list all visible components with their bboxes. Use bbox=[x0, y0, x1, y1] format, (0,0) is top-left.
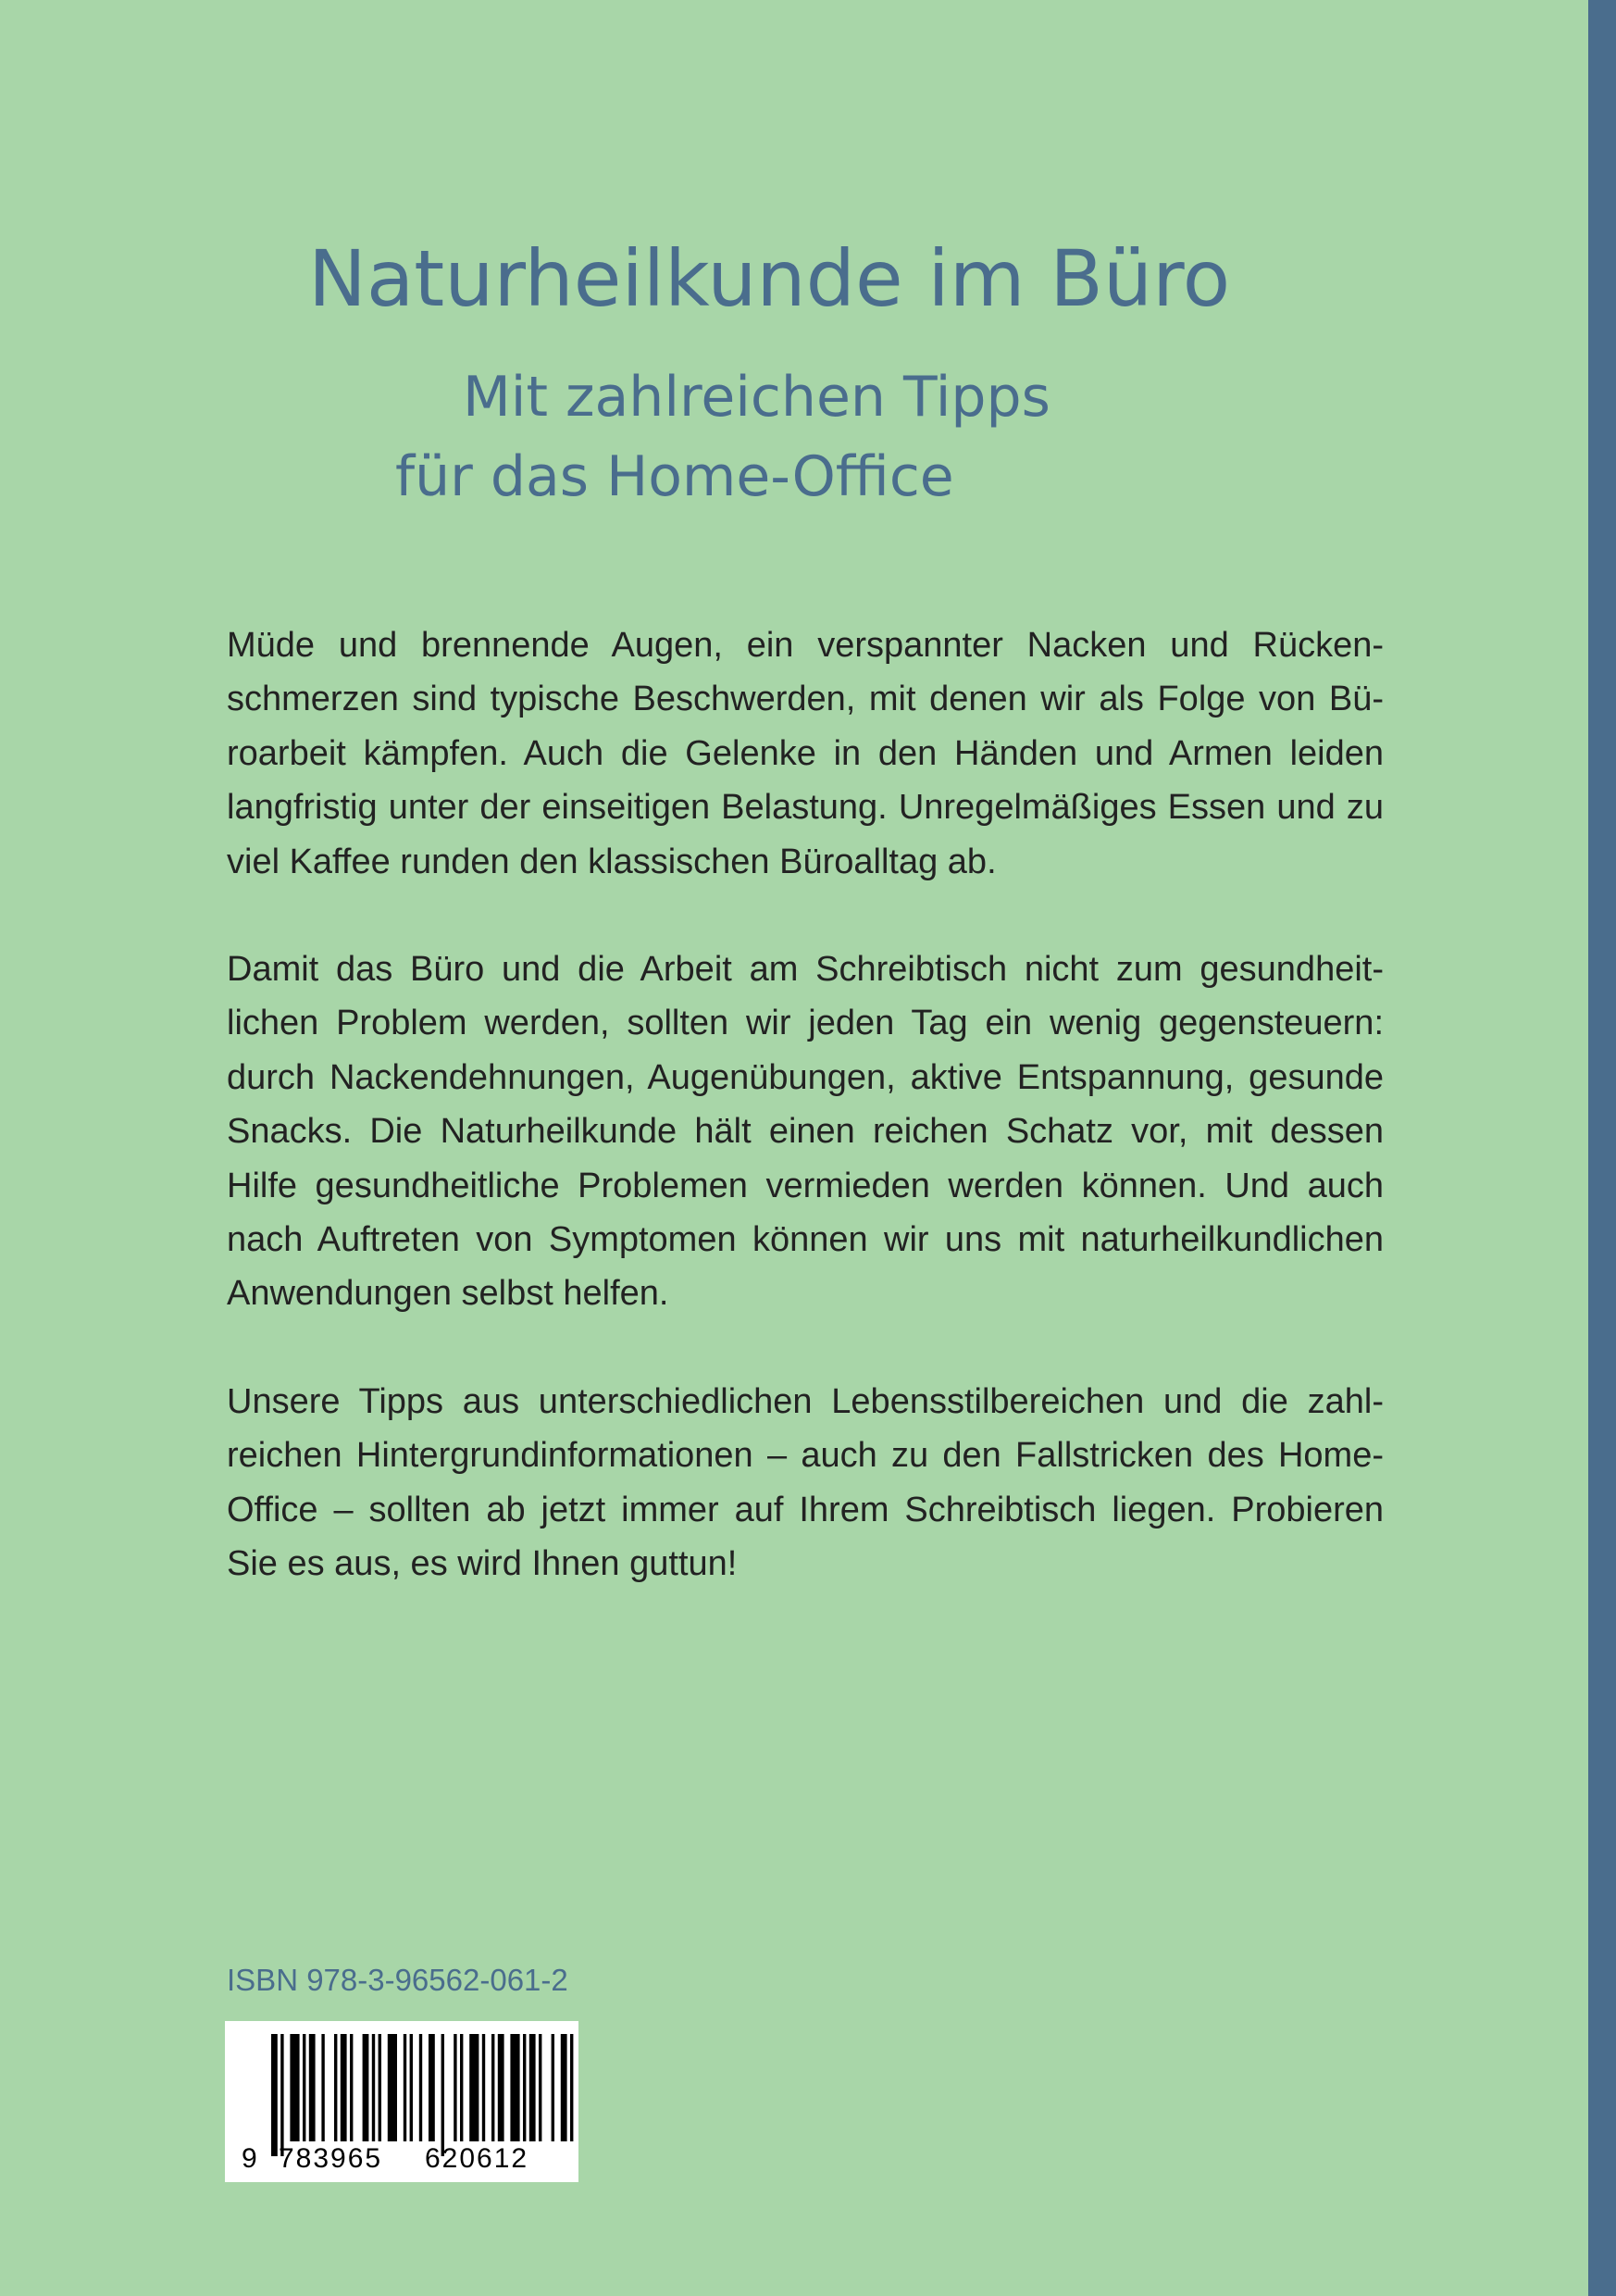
book-title: Naturheilkunde im Büro bbox=[308, 233, 1231, 324]
barcode-bar bbox=[388, 2034, 397, 2141]
barcode-bar bbox=[321, 2034, 324, 2141]
blurb-paragraph-3: Unsere Tipps aus unterschiedlichen Lebensstilbereichen und die zahlreichen Hintergrundinformationen – auch zu den Fallstricken des Home-Office – sollten ab jetzt immer auf Ihrem Schreibtisch liegen. Probieren Sie es aus, es wird Ihnen guttun! bbox=[227, 1381, 1384, 1584]
barcode-bar bbox=[372, 2034, 375, 2141]
barcode-bar bbox=[309, 2034, 316, 2141]
blurb-paragraph-1: Müde und brennende Augen, ein verspannter Nacken und Rückenschmerzen sind typische Beschwerden, mit denen wir als Folge von Büroarbeit kämpfen. Auch die Gelenke in den Händen und Armen leiden langfristig unter der einseitigen Belastung. Unregelmäßiges Essen und zu viel Kaffee runden den klassischen Büroalltag ab. bbox=[227, 626, 1384, 881]
barcode-bar bbox=[469, 2034, 479, 2141]
barcode-bar bbox=[303, 2034, 305, 2141]
barcode-bar bbox=[539, 2034, 541, 2141]
barcode-bar bbox=[482, 2034, 485, 2141]
barcode-bar bbox=[404, 2034, 406, 2141]
barcode-bar bbox=[552, 2034, 554, 2141]
blurb-paragraph-2: Damit das Büro und die Arbeit am Schreibtisch nicht zum gesundheitlichen Problem werden, sollten wir jeden Tag ein wenig gegensteuern: durch Nackendehnungen, Augenübungen, aktive Entspannung, gesunde Snacks. Die Naturheilkunde hält einen reichen Schatz vor, mit dessen Hilfe gesundheitliche Problemen vermieden werden können. Und auch nach Auftreten von Symptomen können wir uns mit naturheilkundlichen Anwendungen selbst helfen. bbox=[227, 950, 1384, 1314]
barcode-digits bbox=[225, 2143, 578, 2180]
barcode-digit-first: 9 bbox=[242, 2143, 257, 2174]
barcode-bar bbox=[290, 2034, 299, 2141]
barcode-bar bbox=[334, 2034, 337, 2141]
barcode-bar bbox=[561, 2034, 567, 2141]
barcode-bar bbox=[363, 2034, 369, 2141]
subtitle-line-1: Mit zahlreichen Tipps bbox=[463, 365, 1050, 430]
subtitle-line-2: für das Home-Office bbox=[395, 444, 954, 509]
barcode-bar bbox=[341, 2034, 347, 2141]
barcode-digits-left: 783965 bbox=[279, 2143, 383, 2174]
barcode-bar bbox=[419, 2034, 422, 2141]
barcode-bar bbox=[271, 2034, 278, 2156]
barcode-bar bbox=[529, 2034, 536, 2141]
barcode-bar bbox=[410, 2034, 413, 2141]
barcode-bar bbox=[491, 2034, 494, 2141]
barcode-bar bbox=[523, 2034, 526, 2141]
barcode-bar bbox=[460, 2034, 463, 2141]
spine-strip bbox=[1588, 0, 1616, 2296]
barcode-bar bbox=[441, 2034, 444, 2156]
isbn-label: ISBN 978-3-96562-061-2 bbox=[227, 1963, 568, 1997]
blurb bbox=[227, 618, 1384, 1645]
barcode-bar bbox=[454, 2034, 456, 2141]
barcode-bar bbox=[498, 2034, 504, 2141]
barcode-bar bbox=[510, 2034, 519, 2141]
barcode-bar bbox=[280, 2034, 283, 2156]
barcode bbox=[225, 2021, 578, 2182]
barcode-digits-right: 620612 bbox=[425, 2143, 529, 2174]
barcode-bar bbox=[350, 2034, 353, 2141]
barcode-bar bbox=[379, 2034, 381, 2141]
barcode-bar bbox=[429, 2034, 435, 2141]
barcode-bar bbox=[570, 2034, 573, 2141]
